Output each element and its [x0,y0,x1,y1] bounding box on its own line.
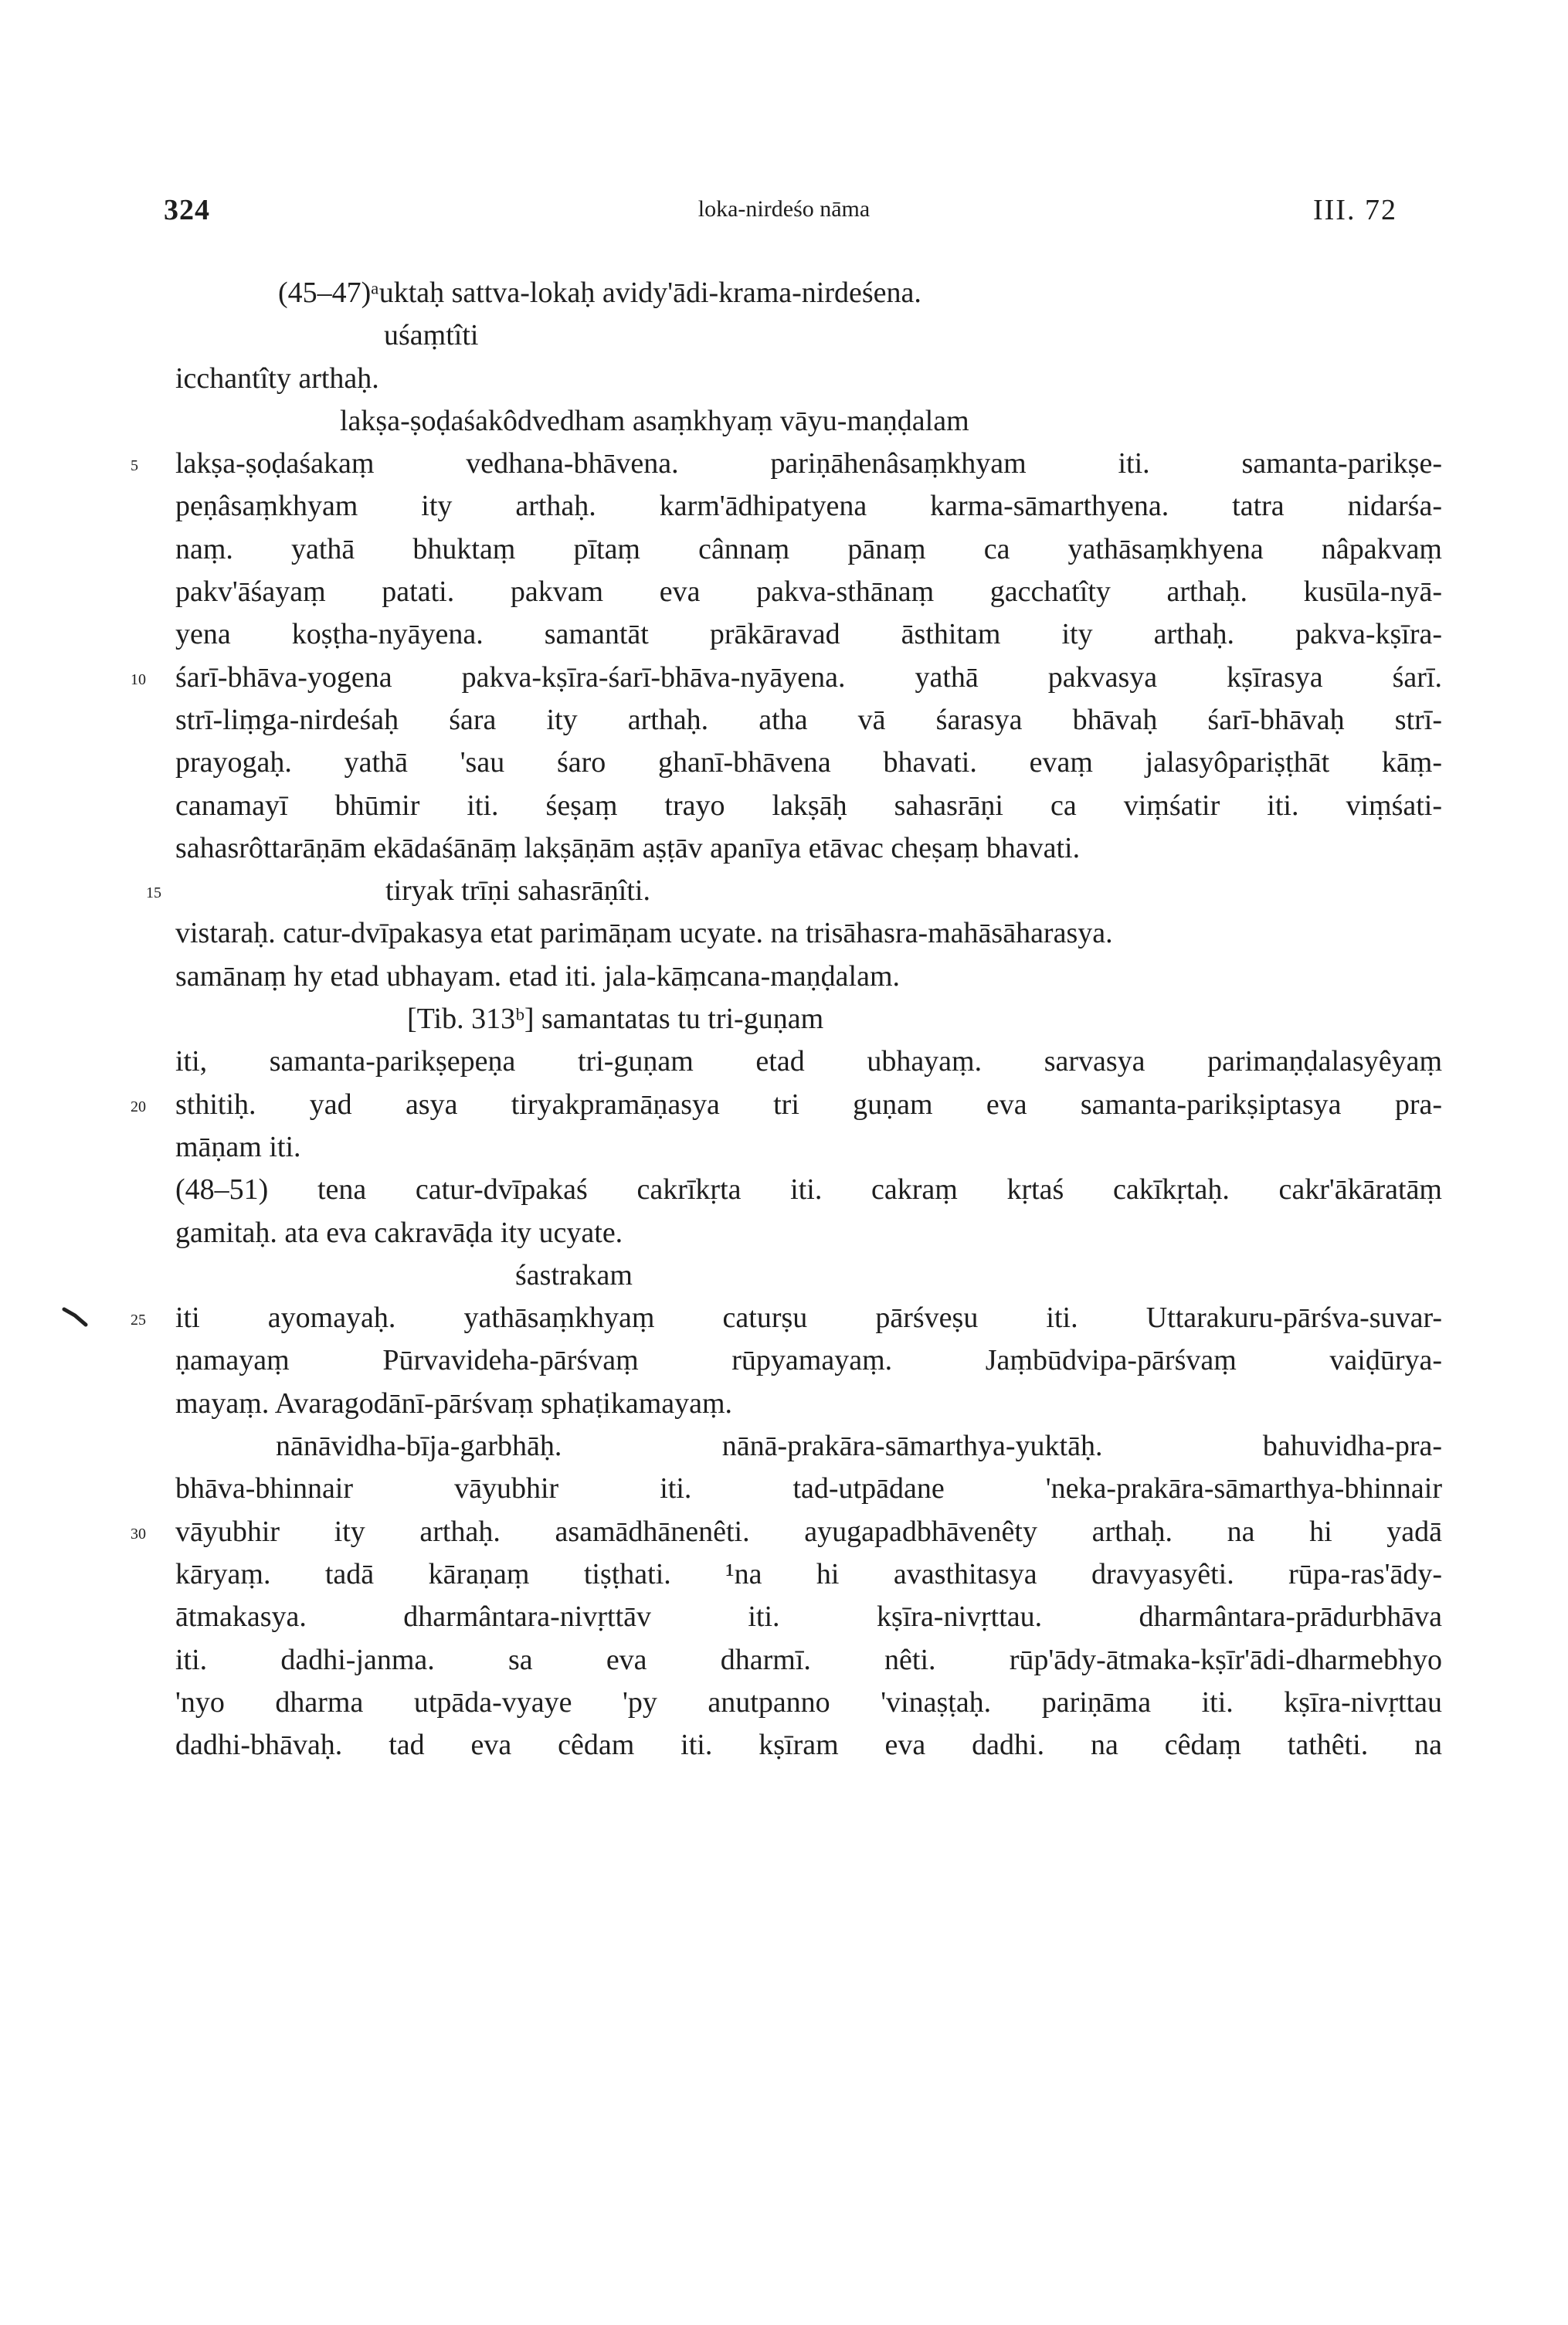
running-title: loka-nirdeśo nāma [697,196,871,222]
text-line-content: sthitiḥ. yad asya tiryakpramāṇasya tri guṇam eva samanta-parikṣiptasya pra- [175,1088,1442,1121]
text-line: canamayī bhūmir iti. śeṣaṃ trayo lakṣāḥ sahasrāṇi ca viṃśatir iti. viṃśati- [175,789,1442,822]
text-line [131,1297,1442,1339]
text-line: kāryaṃ. tadā kāraṇaṃ tiṣṭhati. ¹na hi avasthitasya dravyasyêti. rūpa-ras'ādy- [175,1557,1442,1590]
line-number: 15 [146,884,161,902]
text-line: naṃ. yathā bhuktaṃ pītaṃ cânnaṃ pānaṃ ca yathāsaṃkhyena nâpakvaṃ [175,532,1442,565]
text-line: uśaṃtîti [384,319,479,352]
margin-pencil-mark [59,1298,121,1337]
line-number: 25 [131,1312,146,1329]
text-line: (48–51) tena catur-dvīpakaś cakrīkṛta iti. cakraṃ kṛtaś cakīkṛtaḥ. cakr'ākāratāṃ [175,1173,1442,1207]
text-line-content: śarī-bhāva-yogena pakva-kṣīra-śarī-bhāva-nyāyena. yathā pakvasya kṣīrasya śarī. [175,660,1442,694]
text-line: 'nyo dharma utpāda-vyaye 'py anutpanno 'vinaṣṭaḥ. pariṇāma iti. kṣīra-nivṛttau [175,1685,1442,1719]
text-line: peṇâsaṃkhyam ity arthaḥ. karm'ādhipatyena karma-sāmarthyena. tatra nidarśa- [175,490,1442,523]
text-line: nānāvidha-bīja-garbhāḥ. nānā-prakāra-sāmarthya-yuktāḥ. bahuvidha-pra- [276,1430,1442,1463]
text-line: (45–47)ᵃuktaḥ sattva-lokaḥ avidy'ādi-krama-nirdeśena. [278,277,921,309]
text-line: samānaṃ hy etad ubhayam. etad iti. jala-kāṃcana-maṇḍalam. [175,959,900,993]
text-line: vistaraḥ. catur-dvīpakasya etat parimāṇam ucyate. na trisāhasra-mahāsāharasya. [175,917,1113,950]
page-header [0,193,1568,239]
text-line: iti, samanta-parikṣepeṇa tri-guṇam etad ubhayaṃ. sarvasya parimaṇḍalasyêyaṃ [175,1045,1442,1078]
text-line: gamitaḥ. ata eva cakravāḍa ity ucyate. [175,1216,623,1249]
text-line: śastrakam [515,1258,633,1291]
text-line [131,657,1442,699]
text-line [131,1084,1442,1126]
text-line: ṇamayaṃ Pūrvavideha-pārśvaṃ rūpyamayaṃ. Jaṃbūdvipa-pārśvaṃ vaiḍūrya- [175,1344,1442,1377]
line-number: 10 [131,670,146,688]
text-line-content: lakṣa-ṣoḍaśakaṃ vedhana-bhāvena. pariṇāhenâsaṃkhyam iti. samanta-parikṣe- [175,447,1442,480]
text-line: dadhi-bhāvaḥ. tad eva cêdam iti. kṣīram eva dadhi. na cêdaṃ tathêti. na [175,1729,1442,1762]
text-line: strī-liṃga-nirdeśaḥ śara ity arthaḥ. atha vā śarasya bhāvaḥ śarī-bhāvaḥ strī- [175,703,1442,736]
page-number: 324 [164,194,210,226]
text-line [131,443,1442,485]
body-text [131,272,1442,1767]
text-line [131,1511,1442,1553]
text-line: pakv'āśayaṃ patati. pakvam eva pakva-sthānaṃ gacchatîty arthaḥ. kusūla-nyā- [175,575,1442,609]
text-line: mayaṃ. Avaragodānī-pārśvaṃ sphaṭikamayaṃ. [175,1387,733,1420]
line-number: 20 [131,1098,146,1115]
line-number: 30 [131,1525,146,1543]
text-line: ātmakasya. dharmântara-nivṛttāv iti. kṣīra-nivṛttau. dharmântara-prādurbhāva [175,1600,1442,1634]
section-reference: III. 72 [1313,194,1397,226]
text-line: yena koṣṭha-nyāyena. samantāt prākāravad āsthitam ity arthaḥ. pakva-kṣīra- [175,618,1442,651]
text-line: sahasrôttarāṇām ekādaśānāṃ lakṣāṇām aṣṭāv apanīya etāvac cheṣaṃ bhavati. [175,831,1081,864]
line-number: 5 [131,457,138,475]
text-line: [Tib. 313ᵇ] samantatas tu tri-guṇam [407,1003,824,1036]
text-line-content: iti ayomayaḥ. yathāsaṃkhyaṃ caturṣu pārśveṣu iti. Uttarakuru-pārśva-suvar- [175,1302,1442,1335]
text-line-content: tiryak trīṇi sahasrāṇîti. [385,874,650,908]
text-line: bhāva-bhinnair vāyubhir iti. tad-utpādane 'neka-prakāra-sāmarthya-bhinnair [175,1472,1442,1505]
text-line: prayogaḥ. yathā 'sau śaro ghanī-bhāvena bhavati. evaṃ jalasyôpariṣṭhāt kāṃ- [175,746,1442,779]
text-line: lakṣa-ṣoḍaśakôdvedham asaṃkhyaṃ vāyu-maṇḍalam [340,404,969,437]
text-line: māṇam iti. [175,1130,301,1163]
text-line-content: vāyubhir ity arthaḥ. asamādhānenêti. ayugapadbhāvenêty arthaḥ. na hi yadā [175,1515,1442,1548]
text-line: iti. dadhi-janma. sa eva dharmī. nêti. rūp'ādy-ātmaka-kṣīr'ādi-dharmebhyo [175,1643,1442,1676]
text-line: icchantîty arthaḥ. [175,361,379,395]
text-line [146,870,1442,912]
